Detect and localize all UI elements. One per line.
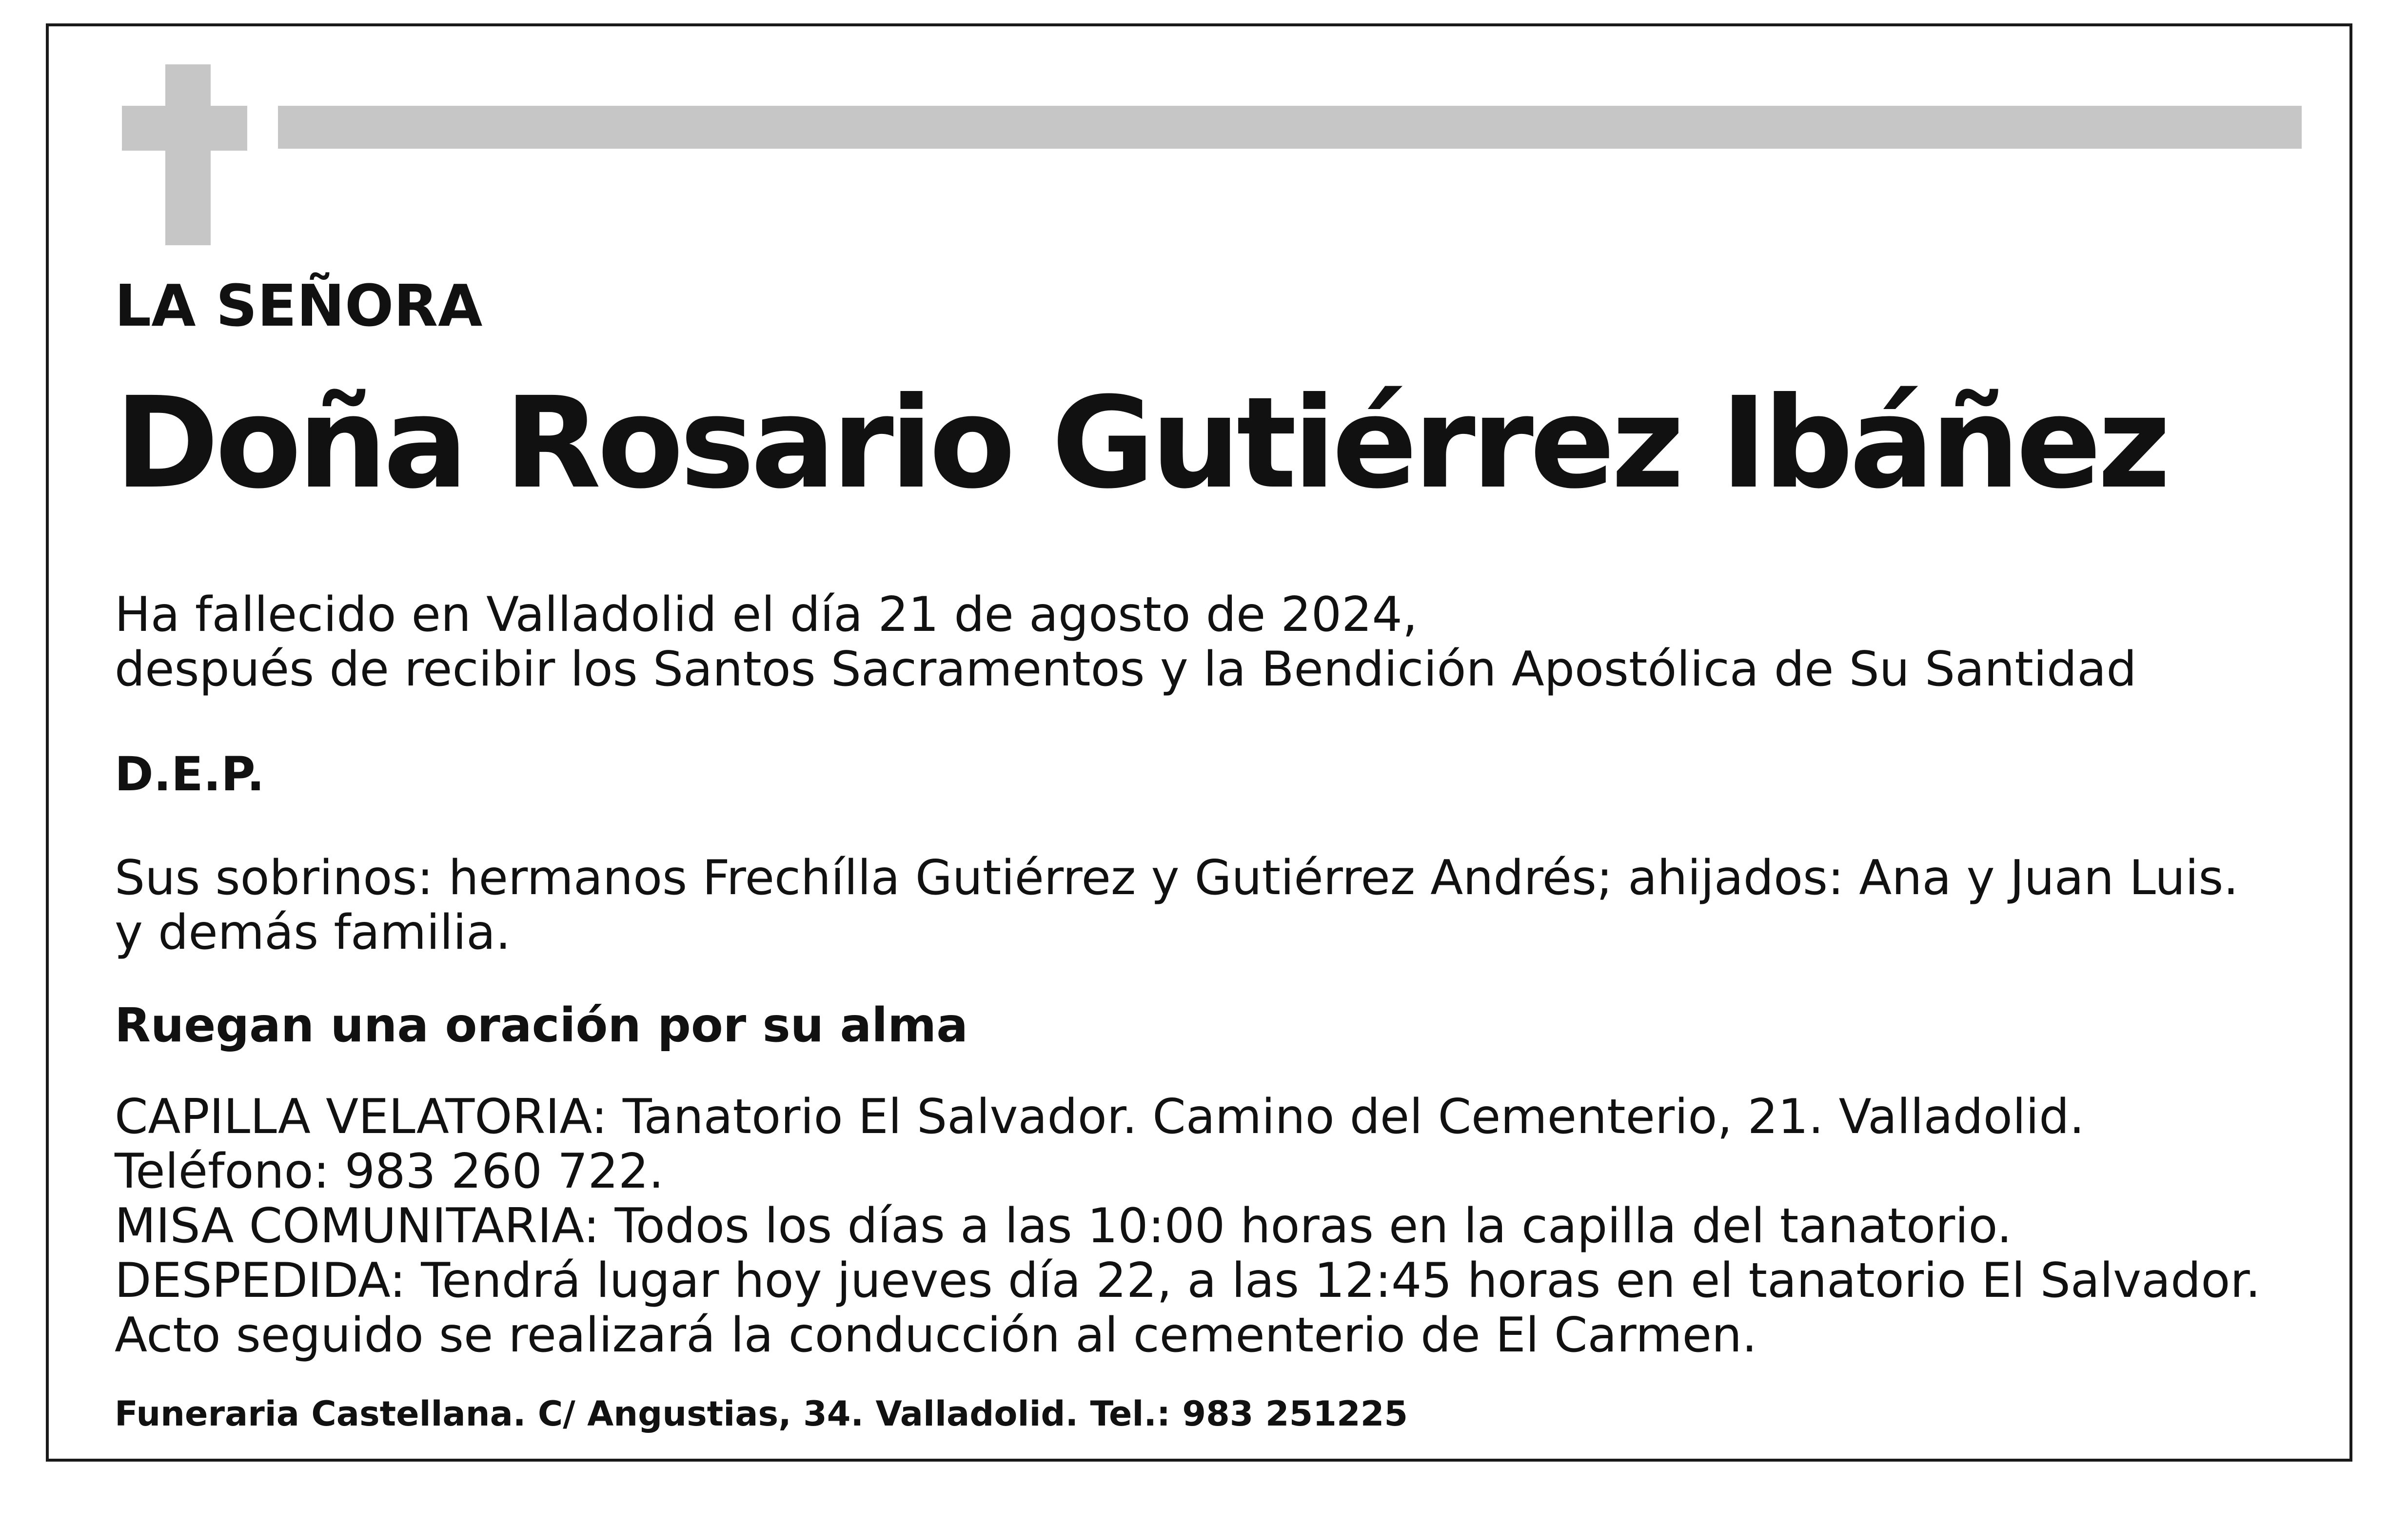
- header-bar: [278, 106, 2302, 149]
- death-announcement: [115, 587, 2137, 697]
- death-line: Ha fallecido en Valladolid el día 21 de agosto de 2024,: [115, 587, 1418, 643]
- service-line: Teléfono: 983 260 722.: [115, 1144, 664, 1199]
- death-line: después de recibir los Santos Sacramentos y la Bendición Apostólica de Su Santidad: [115, 642, 2137, 697]
- prayer-request: Ruegan una oración por su alma: [115, 998, 968, 1053]
- rip-label: D.E.P.: [115, 747, 265, 802]
- family-line: Sus sobrinos: hermanos Frechílla Gutiérrez y Gutiérrez Andrés; ahijados: Ana y Juan Luis.: [115, 850, 2239, 906]
- deceased-name: Doña Rosario Gutiérrez Ibáñez: [115, 370, 2167, 516]
- service-details: [115, 1090, 2261, 1363]
- cross-icon-arm: [122, 106, 247, 151]
- service-line: Acto seguido se realizará la conducción al cementerio de El Carmen.: [115, 1308, 1757, 1363]
- heading: LA SEÑORA: [115, 272, 483, 339]
- service-line: CAPILLA VELATORIA: Tanatorio El Salvador. Camino del Cementerio, 21. Valladolid.: [115, 1089, 2085, 1145]
- family-list: [115, 851, 2239, 960]
- service-line: DESPEDIDA: Tendrá lugar hoy jueves día 22, a las 12:45 horas en el tanatorio El Salvador.: [115, 1253, 2261, 1309]
- cross-icon: [165, 64, 211, 245]
- family-line: y demás familia.: [115, 905, 511, 960]
- funeral-home-footer: Funeraria Castellana. C/ Angustias, 34. Valladolid. Tel.: 983 251225: [115, 1394, 1408, 1434]
- service-line: MISA COMUNITARIA: Todos los días a las 10:00 horas en la capilla del tanatorio.: [115, 1198, 2012, 1254]
